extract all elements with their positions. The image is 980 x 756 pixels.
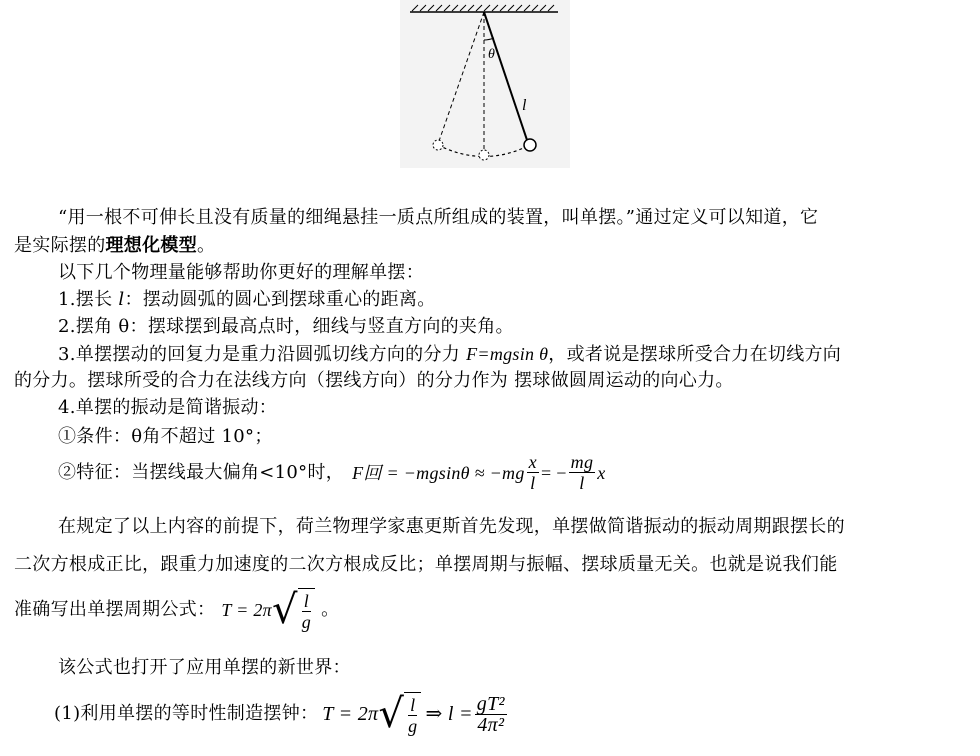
huygens-line-1: 在规定了以上内容的前提下，荷兰物理学家惠更斯首先发现，单摆做简谐振动的振动周期跟摆长的 [58, 516, 845, 537]
app-1-sqrt [378, 692, 421, 736]
app-1-fraction [406, 695, 419, 736]
intro-line-1: “用一根不可伸长且没有质量的细绳悬挂一质点所组成的装置，叫单摆。”通过定义可以知道，它 [58, 207, 819, 228]
intro-line-2-suffix: 。 [197, 235, 216, 256]
huygens-line-3-suffix: 。 [321, 599, 340, 620]
length-label: l [522, 97, 527, 114]
period-den: g [301, 612, 312, 632]
frac-x: x [528, 452, 537, 472]
feature-tail: x [597, 462, 606, 483]
item-restoring-suffix: ，或者说是摆球所受合力在切线方向 [548, 344, 842, 365]
item-length-suffix: ：摆动圆弧的圆心到摆球重心的距离。 [124, 289, 436, 310]
app-1-prefix: (1)利用单摆的等时性制造摆钟： [54, 703, 319, 724]
feature-prefix: ②特征：当摆线最大偏角<10°时， [58, 461, 345, 483]
app-1-line [54, 692, 509, 736]
apps-lead: 该公式也打开了应用单摆的新世界： [58, 657, 351, 678]
app-1-den: g [408, 716, 418, 736]
period-formula-lhs: T = 2π [221, 600, 272, 620]
huygens-line-2: 二次方根成正比，跟重力加速度的二次方根成反比；单摆周期与振幅、摆球质量无关。也就是说我们能 [14, 554, 838, 575]
pendulum-bob [524, 139, 536, 151]
period-sqrt [272, 588, 315, 632]
restoring-force-formula: F=mgsin θ [466, 344, 549, 364]
feature-line [58, 452, 606, 493]
intro-line-2-prefix: 是实际摆的 [14, 235, 106, 256]
app-1-result-fraction [475, 694, 507, 735]
period-num: l [303, 591, 310, 611]
app-1-mid: ⇒ l = [425, 703, 473, 725]
item-length-var: l [118, 289, 125, 310]
frac-l-2: l [579, 473, 585, 493]
ideal-model-term: 理想化模型 [105, 235, 197, 256]
sqrt-sign: √ [271, 587, 298, 633]
app-1-res-num: gT² [476, 692, 505, 715]
feature-formula-lhs: F回 = −mgsinθ ≈ −mg [352, 462, 525, 483]
item-shm: 4.单摆的振动是简谐振动： [58, 397, 278, 418]
bob-left-position [433, 140, 443, 150]
item-restoring-line-2: 的分力。摆球所受的合力在法线方向（摆线方向）的分力作为 摆球做圆周运动的向心力。 [14, 370, 734, 391]
app-1-lhs: T = 2π [322, 703, 379, 725]
lead-text: 以下几个物理量能够帮助你更好的理解单摆： [58, 262, 424, 283]
app-1-num: l [410, 695, 416, 715]
intro-line-2 [14, 234, 215, 258]
frac-mg: mg [570, 452, 594, 472]
sqrt-sign-2: √ [378, 691, 405, 737]
feature-mid: = − [540, 462, 567, 483]
frac-l: l [530, 473, 536, 493]
bob-bottom-position [479, 150, 489, 160]
figure-background [400, 0, 570, 168]
huygens-line-3 [14, 588, 339, 632]
feature-fraction-mg-over-l [569, 452, 596, 493]
pendulum-diagram [400, 0, 570, 168]
item-angle: 2.摆角 θ：摆球摆到最高点时，细线与竖直方向的夹角。 [58, 316, 514, 337]
period-fraction [300, 591, 313, 632]
item-length [58, 288, 436, 312]
feature-fraction-x-over-l [527, 452, 539, 493]
item-length-prefix: 1.摆长 [58, 289, 119, 310]
condition-text: ①条件：θ角不超过 10°； [58, 426, 273, 447]
item-restoring-force [58, 342, 841, 367]
theta-label: θ [488, 47, 495, 62]
huygens-line-3-prefix: 准确写出单摆周期公式： [14, 599, 216, 620]
item-restoring-prefix: 3.单摆摆动的回复力是重力沿圆弧切线方向的分力 [58, 344, 467, 365]
app-1-res-den: 4π² [477, 713, 505, 736]
